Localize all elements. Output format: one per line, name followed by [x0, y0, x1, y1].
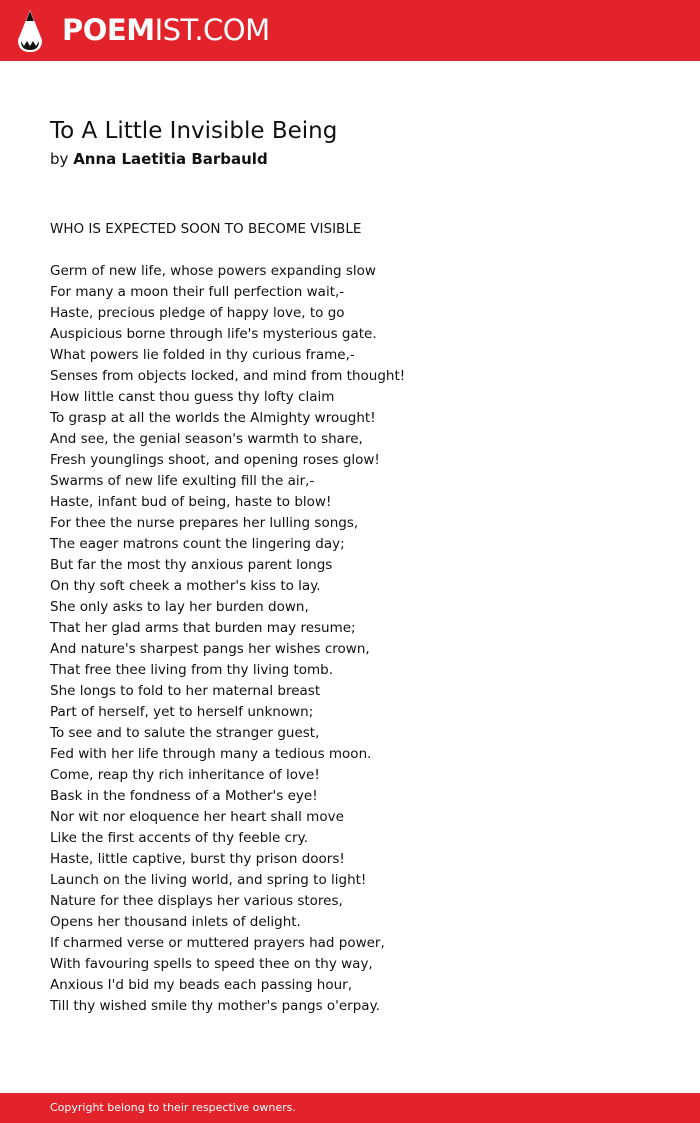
poem-line: Like the first accents of thy feeble cry.	[50, 830, 308, 846]
site-footer	[0, 1093, 700, 1123]
poem-line: Come, reap thy rich inheritance of love!	[50, 767, 320, 783]
copyright-notice: Copyright belong to their respective owners.	[50, 1101, 296, 1114]
poem-line: Auspicious borne through life's mysterious gate.	[50, 326, 377, 342]
poem-line: How little canst thou guess thy lofty claim	[50, 389, 335, 405]
poem-line: Haste, precious pledge of happy love, to go	[50, 305, 345, 321]
poem-line: Nature for thee displays her various stores,	[50, 893, 343, 909]
poem-line: But far the most thy anxious parent longs	[50, 557, 333, 573]
poem-line: And see, the genial season's warmth to share,	[50, 431, 363, 447]
poem-line: Till thy wished smile thy mother's pangs o'erpay.	[50, 998, 380, 1014]
poem-line: She only asks to lay her burden down,	[50, 599, 309, 615]
poem-line: And nature's sharpest pangs her wishes crown,	[50, 641, 370, 657]
poem-line: On thy soft cheek a mother's kiss to lay.	[50, 578, 321, 594]
poem-line: If charmed verse or muttered prayers had power,	[50, 935, 385, 951]
poem-line: Anxious I'd bid my beads each passing hour,	[50, 977, 353, 993]
poem-line: That free thee living from thy living tomb.	[50, 662, 334, 678]
poem-line: Senses from objects locked, and mind from thought!	[50, 368, 406, 384]
brand-bold: POEM	[62, 13, 155, 47]
brand-light: IST.COM	[154, 13, 270, 47]
poem-line: That her glad arms that burden may resume;	[50, 620, 356, 636]
poem-line: What powers lie folded in thy curious frame,-	[50, 347, 355, 363]
author-name: Anna Laetitia Barbauld	[73, 150, 268, 168]
poem-line: With favouring spells to speed thee on thy way,	[50, 956, 373, 972]
poem-line: Fed with her life through many a tedious moon.	[50, 746, 372, 762]
poem-line: Part of herself, yet to herself unknown;	[50, 704, 314, 720]
poem-line: She longs to fold to her maternal breast	[50, 683, 321, 699]
poem-line: Germ of new life, whose powers expanding slow	[50, 263, 376, 279]
poem-byline	[50, 148, 268, 170]
poem-line: Opens her thousand inlets of delight.	[50, 914, 301, 930]
poem-line: Haste, infant bud of being, haste to blow!	[50, 494, 332, 510]
poem-line: Fresh younglings shoot, and opening roses glow!	[50, 452, 380, 468]
poem-line: Launch on the living world, and spring to light!	[50, 872, 367, 888]
site-header	[0, 0, 700, 61]
poem-line: Swarms of new life exulting fill the air,-	[50, 473, 315, 489]
poem-line: For thee the nurse prepares her lulling songs,	[50, 515, 359, 531]
poem-subtitle: WHO IS EXPECTED SOON TO BECOME VISIBLE	[50, 221, 362, 237]
poem-line: Haste, little captive, burst thy prison doors!	[50, 851, 345, 867]
site-logo-link[interactable]	[62, 12, 270, 48]
poem-body	[50, 261, 405, 1017]
poem-line: Nor wit nor eloquence her heart shall move	[50, 809, 344, 825]
by-label: by	[50, 150, 69, 168]
poem-title: To A Little Invisible Being	[50, 118, 338, 144]
poem-line: The eager matrons count the lingering day;	[50, 536, 345, 552]
pencil-icon[interactable]	[18, 10, 42, 52]
poem-line: To see and to salute the stranger guest,	[50, 725, 320, 741]
poem-line: To grasp at all the worlds the Almighty wrought!	[50, 410, 376, 426]
poem-line: Bask in the fondness of a Mother's eye!	[50, 788, 318, 804]
poem-line: For many a moon their full perfection wait,-	[50, 284, 345, 300]
